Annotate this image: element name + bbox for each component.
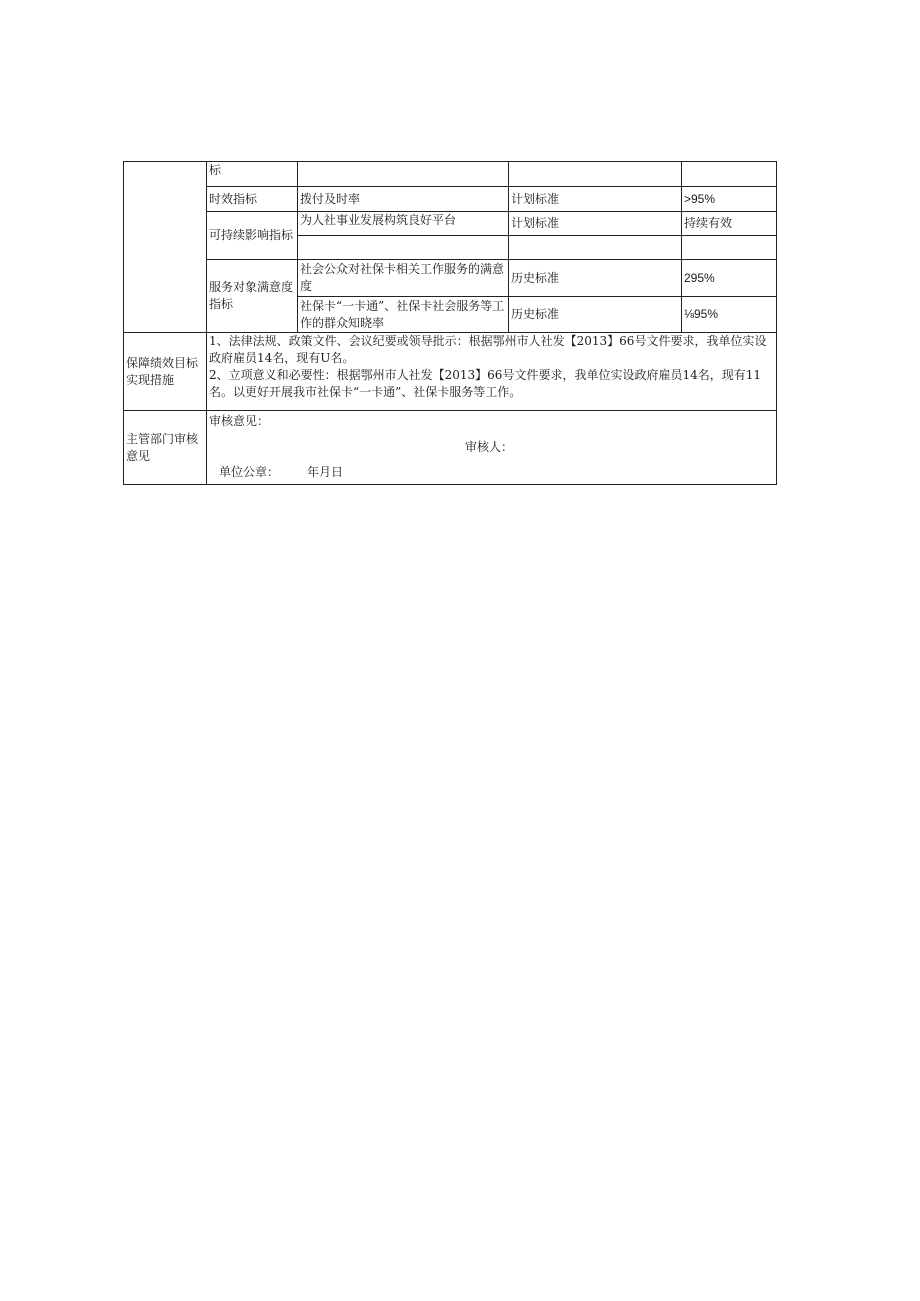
review-label: 主管部门审核意见 — [124, 411, 207, 485]
content-cell: 社保卡“一卡通”、社保卡社会服务等工作的群众知晓率 — [298, 297, 509, 333]
category-cell-blank — [124, 162, 207, 333]
value-cell: >95% — [682, 187, 777, 212]
measures-content — [207, 333, 777, 411]
indicator-cell: 标 — [207, 162, 298, 187]
standard-cell: 历史标准 — [509, 260, 682, 297]
date-label: 年月日 — [307, 465, 344, 479]
measures-row — [124, 333, 777, 411]
content-cell: 拨付及时率 — [298, 187, 509, 212]
value-cell: ⅛95% — [682, 297, 777, 333]
standard-cell: 计划标准 — [509, 187, 682, 212]
table-row — [124, 212, 777, 236]
standard-cell — [509, 236, 682, 260]
value-cell — [682, 162, 777, 187]
review-opinion-label: 审核意见： — [209, 414, 270, 428]
content-cell: 为人社事业发展构筑良好平台 — [298, 212, 509, 236]
value-cell: 295% — [682, 260, 777, 297]
indicator-cell: 时效指标 — [207, 187, 298, 212]
content-cell — [298, 236, 509, 260]
table-row — [124, 260, 777, 297]
reviewer-label: 审核人： — [465, 440, 514, 454]
content-cell — [298, 162, 509, 187]
seal-label: 单位公章： — [219, 465, 280, 479]
table-row — [124, 162, 777, 187]
standard-cell: 计划标准 — [509, 212, 682, 236]
indicator-cell: 可持续影响指标 — [207, 212, 298, 260]
table-row — [124, 187, 777, 212]
indicator-cell: 服务对象满意度指标 — [207, 260, 298, 333]
standard-cell — [509, 162, 682, 187]
review-content — [207, 411, 777, 485]
measures-line-1: 1、法律法规、政策文件、会议纪要或领导批示：根据鄂州市人社发【2013】66号文件要求，我单位实设政府雇员14名，现有U名。 — [209, 334, 767, 365]
standard-cell: 历史标准 — [509, 297, 682, 333]
performance-indicator-table — [123, 161, 777, 485]
value-cell: 持续有效 — [682, 212, 777, 236]
measures-line-2: 2、立项意义和必要性：根据鄂州市人社发【2013】66号文件要求，我单位实设政府雇员14名，现有11名。以更好开展我市社保卡“一卡通”、社保卡服务等工作。 — [209, 368, 761, 399]
measures-label: 保障绩效目标实现措施 — [124, 333, 207, 411]
value-cell — [682, 236, 777, 260]
content-cell: 社会公众对社保卡相关工作服务的满意度 — [298, 260, 509, 297]
review-row — [124, 411, 777, 485]
